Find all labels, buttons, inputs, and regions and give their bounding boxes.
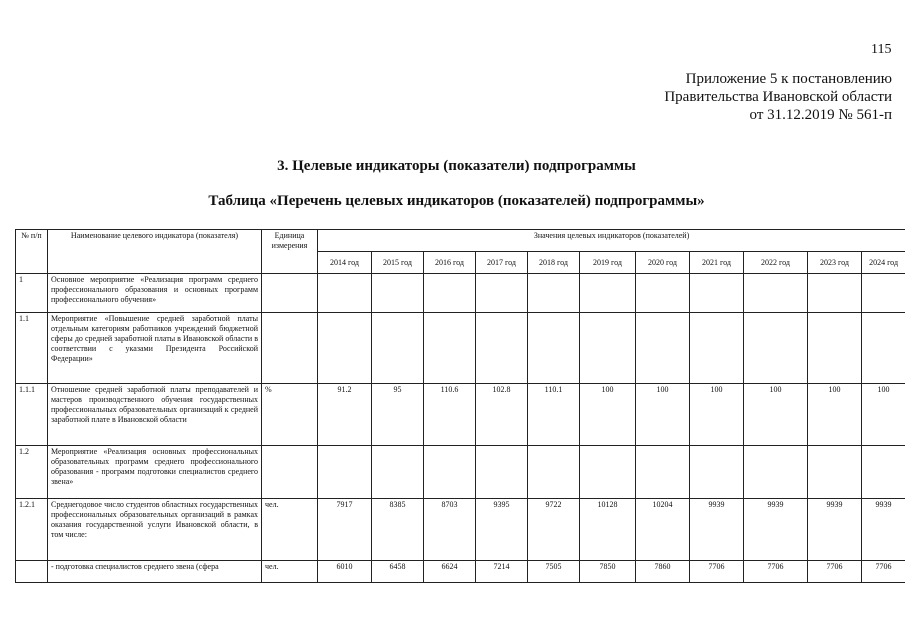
value-cell: 9939	[744, 499, 808, 561]
row-number: 1.2.1	[16, 499, 48, 561]
table-body	[16, 274, 905, 583]
value-cell: 110.6	[424, 384, 476, 446]
value-cell: 9395	[476, 499, 528, 561]
value-cell: 7706	[862, 561, 905, 583]
indicator-name: Мероприятие «Реализация основных профессиональных образовательных программ среднего профессионального образования - программ подготовки специалистов среднего звена»	[48, 446, 262, 499]
value-cell: 7706	[690, 561, 744, 583]
table-row	[16, 384, 905, 446]
value-cell: 7917	[318, 499, 372, 561]
value-cell	[862, 446, 905, 499]
value-cell: 9939	[808, 499, 862, 561]
value-cell: 8385	[372, 499, 424, 561]
value-cell	[528, 274, 580, 313]
value-cell: 7706	[808, 561, 862, 583]
value-cell	[476, 313, 528, 384]
value-cell: 7860	[636, 561, 690, 583]
header-year: 2020 год	[636, 252, 690, 274]
table-title: Таблица «Перечень целевых индикаторов (показателей) подпрограммы»	[208, 193, 705, 209]
value-cell: 6458	[372, 561, 424, 583]
table-row	[16, 499, 905, 561]
value-cell	[372, 313, 424, 384]
header-year: 2022 год	[744, 252, 808, 274]
unit-cell: чел.	[262, 499, 318, 561]
indicator-name: - подготовка специалистов среднего звена (сфера	[48, 561, 262, 583]
value-cell	[372, 274, 424, 313]
header-year: 2016 год	[424, 252, 476, 274]
header-values: Значения целевых индикаторов (показателей)	[318, 230, 905, 252]
value-cell	[424, 446, 476, 499]
value-cell: 9939	[690, 499, 744, 561]
value-cell	[580, 274, 636, 313]
value-cell: 102.8	[476, 384, 528, 446]
header-year: 2024 год	[862, 252, 905, 274]
value-cell: 8703	[424, 499, 476, 561]
value-cell: 100	[636, 384, 690, 446]
value-cell	[862, 313, 905, 384]
value-cell	[318, 274, 372, 313]
header-year: 2021 год	[690, 252, 744, 274]
unit-cell	[262, 274, 318, 313]
value-cell	[690, 274, 744, 313]
table-row	[16, 313, 905, 384]
row-number: 1.1	[16, 313, 48, 384]
value-cell	[636, 274, 690, 313]
row-number	[16, 561, 48, 583]
value-cell	[862, 274, 905, 313]
header-num: № п/п	[16, 230, 48, 274]
value-cell	[372, 446, 424, 499]
value-cell	[744, 313, 808, 384]
value-cell: 6010	[318, 561, 372, 583]
value-cell: 110.1	[528, 384, 580, 446]
header-unit: Единица измерения	[262, 230, 318, 274]
value-cell: 7505	[528, 561, 580, 583]
value-cell: 7214	[476, 561, 528, 583]
value-cell: 100	[580, 384, 636, 446]
header-year: 2017 год	[476, 252, 528, 274]
value-cell: 100	[744, 384, 808, 446]
value-cell: 100	[808, 384, 862, 446]
value-cell: 100	[690, 384, 744, 446]
appendix-reference	[664, 70, 892, 124]
value-cell	[528, 446, 580, 499]
table-row	[16, 561, 905, 583]
unit-cell: чел.	[262, 561, 318, 583]
value-cell: 100	[862, 384, 905, 446]
unit-cell	[262, 446, 318, 499]
value-cell: 91.2	[318, 384, 372, 446]
indicators-table	[15, 229, 905, 583]
value-cell	[744, 274, 808, 313]
indicator-name: Основное мероприятие «Реализация программ среднего профессионального образования и основных программ профессионального обучения»	[48, 274, 262, 313]
value-cell	[580, 446, 636, 499]
header-year: 2015 год	[372, 252, 424, 274]
value-cell	[318, 446, 372, 499]
indicator-name: Среднегодовое число студентов областных государственных профессиональных образовательных организаций в рамках оказания государственной услуги Ивановской области, в том числе:	[48, 499, 262, 561]
unit-cell	[262, 313, 318, 384]
value-cell	[318, 313, 372, 384]
value-cell	[580, 313, 636, 384]
indicator-name: Отношение средней заработной платы преподавателей и мастеров производственного обучения государственных профессиональных образовательных организаций к средней заработной плате в Ивановской области	[48, 384, 262, 446]
table-row	[16, 274, 905, 313]
value-cell	[476, 446, 528, 499]
value-cell	[744, 446, 808, 499]
unit-cell: %	[262, 384, 318, 446]
header-year: 2014 год	[318, 252, 372, 274]
value-cell	[636, 446, 690, 499]
row-number: 1	[16, 274, 48, 313]
page-number: 115	[871, 42, 892, 57]
appendix-line-3: от 31.12.2019 № 561-п	[749, 107, 892, 123]
value-cell	[424, 313, 476, 384]
appendix-line-2: Правительства Ивановской области	[664, 89, 892, 105]
value-cell	[476, 274, 528, 313]
section-title: 3. Целевые индикаторы (показатели) подпрограммы	[277, 158, 636, 174]
value-cell: 10128	[580, 499, 636, 561]
value-cell	[808, 274, 862, 313]
row-number: 1.2	[16, 446, 48, 499]
value-cell: 9722	[528, 499, 580, 561]
row-number: 1.1.1	[16, 384, 48, 446]
value-cell	[690, 313, 744, 384]
value-cell: 9939	[862, 499, 905, 561]
value-cell: 7850	[580, 561, 636, 583]
appendix-line-1: Приложение 5 к постановлению	[685, 71, 892, 87]
header-year: 2023 год	[808, 252, 862, 274]
value-cell	[636, 313, 690, 384]
header-year: 2019 год	[580, 252, 636, 274]
table-row	[16, 446, 905, 499]
value-cell	[690, 446, 744, 499]
value-cell: 6624	[424, 561, 476, 583]
value-cell	[424, 274, 476, 313]
value-cell	[808, 313, 862, 384]
header-year: 2018 год	[528, 252, 580, 274]
value-cell: 10204	[636, 499, 690, 561]
indicator-name: Мероприятие «Повышение средней заработной платы отдельным категориям работников учреждений бюджетной сферы до средней заработной платы в Ивановской области в соответствии с указами Президента Российской Федерации»	[48, 313, 262, 384]
value-cell	[808, 446, 862, 499]
value-cell: 7706	[744, 561, 808, 583]
value-cell: 95	[372, 384, 424, 446]
header-name: Наименование целевого индикатора (показателя)	[48, 230, 262, 274]
value-cell	[528, 313, 580, 384]
